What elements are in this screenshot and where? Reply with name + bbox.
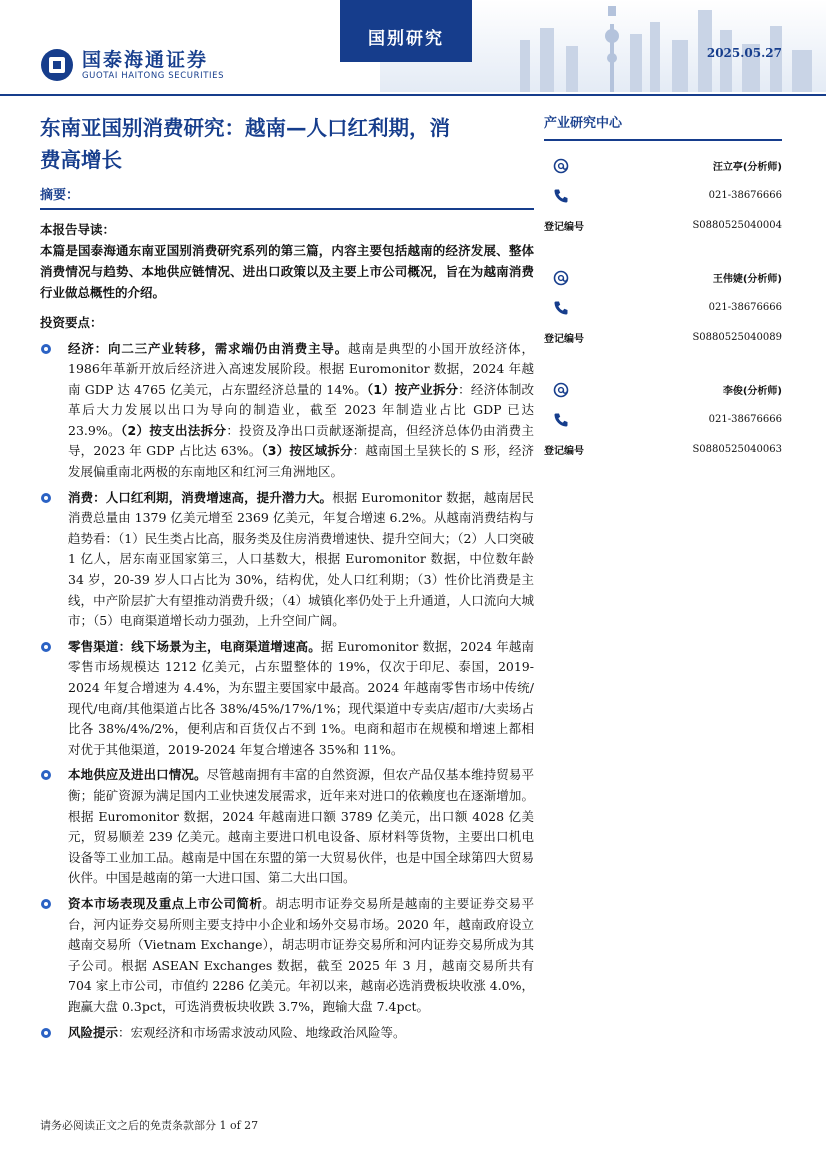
report-title-line-1: 东南亚国别消费研究：越南—人口红利期，消 [40,116,450,140]
bullet-icon [41,344,51,354]
analyst-sidebar [544,112,782,465]
analyst-name-row [544,263,782,293]
report-title [40,112,534,176]
analyst-reg-row [544,435,782,465]
registration-label: 登记编号 [544,222,584,233]
registration-number: S0880525040063 [692,444,782,455]
point-text: ：经济体制改革后大力发展以出口为导向的制造业，截至 2023 年制造业占比 GDP 已达 23.9%。 [68,381,534,438]
registration-number: S0880525040004 [692,220,782,231]
logo-english-name: GUOTAI HAITONG SECURITIES [82,70,225,81]
report-header [0,0,826,96]
bullet-icon [41,899,51,909]
email-at-icon [552,381,570,399]
bullet-icon [41,770,51,780]
analyst-phone: 021-38676666 [708,414,782,425]
investment-point [40,637,534,761]
point-emphasis: 消费：人口红利期，消费增速高，提升潜力大。 [68,489,333,505]
analyst-name: 王伟婕(分析师) [712,274,782,285]
point-emphasis: 经济：向二三产业转移，需求端仍由消费主导。 [68,340,349,356]
point-text: 尽管越南拥有丰富的自然资源，但农产品仅基本维持贸易平衡；能矿资源为满足国内工业快速发展需求，近年来对进口的依赖度也在逐渐增加。根据 Euromonitor 数据，2024 年越南进口额 3789 亿美元，出口额 4028 亿美元，贸易顺差 239 亿美元。越南主要进口机电设备、原材料等货物，主要出口机电设备等工业加工品。越南是中国在东盟的第一大贸易伙伴，也是中国全球第四大贸易伙伴。中国是越南的第一大进口国、第二大出口国。 [68,767,534,886]
point-text: ：宏观经济和市场需求波动风险、地缘政治风险等。 [118,1024,406,1040]
email-at-icon [552,157,570,175]
analyst-spacer [544,241,782,253]
report-type-tag: 国别研究 [340,0,472,62]
logo-chinese-name: 国泰海通证券 [82,48,209,71]
logo-mark-icon [40,48,74,82]
point-text: 越南是典型的小国开放经济体，1986年革新开放后经济进入高速发展阶段。根据 Euromonitor 数据，2024 年越南 GDP 达 4765 亿美元，占东盟经济总量的 14%。 [68,340,534,397]
point-emphasis: 零售渠道：线下场景为主，电商渠道增速高。 [68,638,321,654]
points-heading: 投资要点： [40,314,103,330]
point-emphasis: （3）按区域拆分 [261,443,353,459]
point-text: ：投资及净出口贡献逐渐提高，但经济总体仍由消费主导，2023 年 GDP 占比达 63%。 [68,422,534,459]
analyst-phone-row [544,293,782,323]
point-emphasis: （1）按产业拆分 [366,381,459,397]
company-logo [40,48,224,82]
email-at-icon [552,269,570,287]
phone-icon [552,299,570,317]
sidebar-divider [544,139,782,141]
investment-points-list [40,339,534,1044]
analyst-card [544,151,782,241]
investment-point [40,765,534,889]
main-content [40,112,534,1048]
analyst-spacer [544,353,782,365]
analyst-phone-row [544,405,782,435]
investment-point [40,339,534,483]
analyst-phone-row [544,181,782,211]
bullet-icon [41,493,51,503]
phone-icon [552,187,570,205]
investment-point [40,894,534,1018]
analyst-name: 李俊(分析师) [722,386,782,397]
investment-point [40,488,534,632]
point-emphasis: （2）按支出法拆分 [120,422,227,438]
registration-label: 登记编号 [544,334,584,345]
point-emphasis: 风险提示 [68,1024,119,1040]
point-text: 根据 Euromonitor 数据，越南居民消费总量由 1379 亿美元增至 2369 亿美元，年复合增速 6.2%。从越南消费结构与趋势看：（1）民生类占比高，服务类及住房消费增速快、提升空间大；（2）人口突破 1 亿人，居东南亚国家第三，人口基数大，根据 Euromonitor 数据，中位数年龄 34 岁，20-39 岁人口占比为 30%，结构优，处人口红利期；（3）性价比消费是主线，中产阶层扩大有望推动消费升级；（4）城镇化率仍处于上升通道，人口流向大城市；（5）电商渠道增长动力强劲，上升空间广阔。 [68,489,534,629]
point-emphasis: 本地供应及进出口情况。 [68,767,207,783]
research-center-heading: 产业研究中心 [544,116,623,131]
report-title-line-2: 费高增长 [40,148,122,172]
point-text: 。胡志明市证券交易所是越南的主要证券交易平台，河内证券交易所则主要支持中小企业和场外交易市场。2020 年，越南政府设立越南交易所（Vietnam Exchange），胡志明市证券交易所和河内证券交易所成为其子公司。根据 ASEAN Exchanges 数据，截至 2025 年 3 月，越南交易所共有 704 家上市公司，市值约 2286 亿美元。年初以来，越南必选消费板块收涨 4.0%，跑赢大盘 0.3pct，可选消费板块收跌 3.7%，跑输大盘 7.4pct。 [68,895,534,1014]
analyst-phone: 021-38676666 [708,190,782,201]
guide-heading: 本报告导读： [40,221,116,237]
analyst-name-row [544,375,782,405]
analyst-reg-row [544,211,782,241]
guide-body: 本篇是国泰海通东南亚国别消费研究系列的第三篇，内容主要包括越南的经济发展、整体消费情况与趋势、本地供应链情况、进出口政策以及主要上市公司概况，旨在为越南消费行业做总概性的介绍。 [40,242,534,300]
point-text: 据 Euromonitor 数据，2024 年越南零售市场规模达 1212 亿美元，占东盟整体的 19%，仅次于印尼、泰国，2019-2024 年复合增速为 4.4%，为东盟主要国家中最高。2024 年越南零售市场中传统/现代/电商/其他渠道占比各 38%/45%/17%/1%；现代渠道中专卖店/超市/大卖场占比各 38%/4%/2%，便利店和百货仅占不到 1%。电商和超市在规模和增速上都相对优于其他渠道，2019-2024 年复合增速各 35%和 11%。 [68,638,534,757]
investment-point [40,1023,534,1044]
analyst-reg-row [544,323,782,353]
analyst-card [544,263,782,353]
analyst-name-row [544,151,782,181]
header-divider [0,94,826,96]
analyst-list [544,151,782,465]
point-emphasis: 资本市场表现及重点上市公司简析 [68,895,263,911]
abstract-label: 摘要： [40,188,80,203]
report-date: 2025.05.27 [706,46,782,60]
page-footer: 请务必阅读正文之后的免责条款部分 1 of 27 [40,1119,259,1132]
phone-icon [552,411,570,429]
point-text: ：越南国土呈狭长的 S 形，经济发展偏重南北两极的东南地区和红河三角洲地区。 [68,443,534,480]
analyst-name: 汪立亭(分析师) [712,162,782,173]
registration-label: 登记编号 [544,446,584,457]
analyst-card [544,375,782,465]
analyst-phone: 021-38676666 [708,302,782,313]
bullet-icon [41,1028,51,1038]
bullet-icon [41,642,51,652]
registration-number: S0880525040089 [692,332,782,343]
abstract-divider [40,208,534,210]
